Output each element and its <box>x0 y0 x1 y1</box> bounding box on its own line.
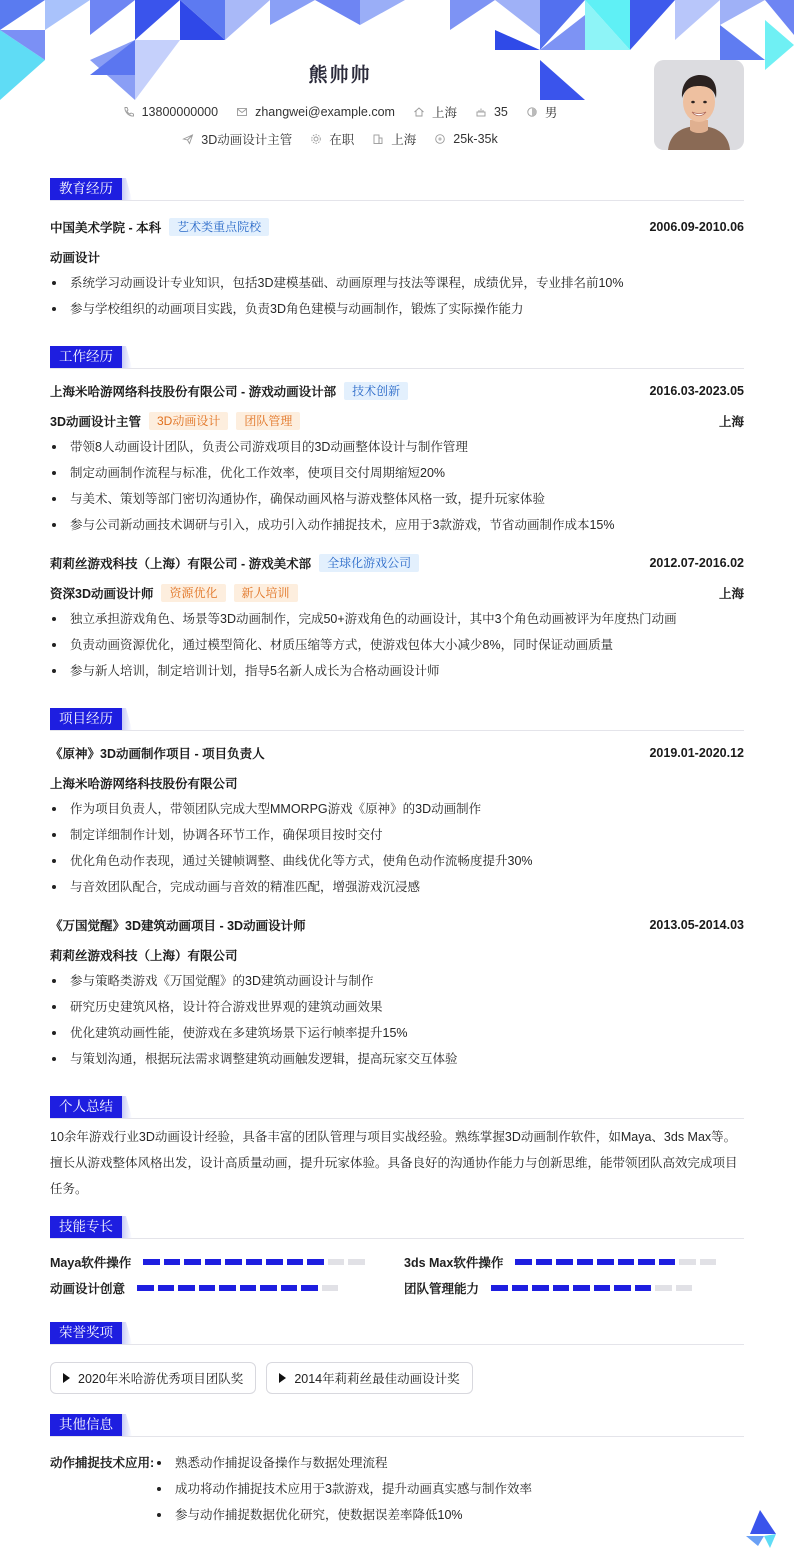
project-org: 莉莉丝游戏科技（上海）有限公司 <box>50 949 238 963</box>
other-section <box>50 1414 744 1528</box>
projects-section <box>50 708 744 1072</box>
project-entry <box>50 744 744 900</box>
skill-level-segment <box>205 1259 222 1265</box>
resume-body <box>50 178 744 1528</box>
list-item: 参与学校组织的动画项目实践，负责3D角色建模与动画制作，锻炼了实际操作能力 <box>50 296 744 322</box>
skill-level-segment <box>307 1259 324 1265</box>
position-text: 3D动画设计主管 <box>201 133 293 147</box>
skill-level-segment <box>137 1285 154 1291</box>
status-text: 在职 <box>329 133 355 147</box>
work-title: 工作经历 <box>50 346 122 368</box>
role-tag: 新人培训 <box>234 584 298 602</box>
list-item: 优化角色动作表现，通过关键帧调整、曲线优化等方式，使角色动作流畅度提升30% <box>50 848 744 874</box>
gear-icon <box>310 133 322 145</box>
skill-level-segment <box>638 1259 655 1265</box>
award-item <box>50 1362 256 1394</box>
skill-level-segment <box>556 1259 573 1265</box>
skill-level-segment <box>143 1259 160 1265</box>
project-name: 《原神》3D动画制作项目 - 项目负责人 <box>50 747 265 761</box>
awards-section <box>50 1322 744 1394</box>
skill-level-segment <box>328 1259 345 1265</box>
skill-level-segment <box>577 1259 594 1265</box>
skill-level-segment <box>659 1259 676 1265</box>
education-header <box>50 178 744 200</box>
project-date: 2013.05-2014.03 <box>649 918 744 932</box>
award-item <box>266 1362 472 1394</box>
job-entry <box>50 382 744 538</box>
award-text: 2020年米哈游优秀项目团队奖 <box>78 1372 244 1386</box>
skill-level-bar <box>491 1285 692 1291</box>
list-item: 制定动画制作流程与标准，优化工作效率，使项目交付周期缩短20% <box>50 460 744 486</box>
job-role: 资深3D动画设计师 <box>50 587 154 601</box>
skills-section <box>50 1216 744 1296</box>
company-name: 上海米哈游网络科技股份有限公司 - 游戏动画设计部 <box>50 385 337 399</box>
skill-level-segment <box>655 1285 672 1291</box>
phone-number[interactable]: 13800000000 <box>141 105 219 119</box>
list-item: 优化建筑动画性能，使游戏在多建筑场景下运行帧率提升15% <box>50 1020 744 1046</box>
skill-level-segment <box>594 1285 611 1291</box>
summary-section <box>50 1096 744 1202</box>
other-bullets <box>155 1450 532 1528</box>
skill-level-segment <box>536 1259 553 1265</box>
skill-level-segment <box>635 1285 652 1291</box>
list-item: 成功将动作捕捉技术应用于3款游戏，提升动画真实感与制作效率 <box>155 1476 532 1502</box>
skill-level-segment <box>491 1285 508 1291</box>
projects-title: 项目经历 <box>50 708 122 730</box>
mail-icon <box>236 106 248 118</box>
school-name: 中国美术学院 - 本科 <box>50 221 162 235</box>
coin-icon <box>434 133 446 145</box>
job-date: 2012.07-2016.02 <box>649 556 744 570</box>
list-item: 与策划沟通，根据玩法需求调整建筑动画触发逻辑，提高玩家交互体验 <box>50 1046 744 1072</box>
awards-title: 荣誉奖项 <box>50 1322 122 1344</box>
work-section <box>50 346 744 684</box>
skill-level-segment <box>301 1285 318 1291</box>
major-row <box>50 248 744 266</box>
skill-level-bar <box>143 1259 365 1265</box>
skills-header <box>50 1216 744 1238</box>
skill-level-bar <box>515 1259 716 1265</box>
awards-list <box>50 1362 744 1394</box>
list-item: 带领8人动画设计团队，负责公司游戏项目的3D动画整体设计与制作管理 <box>50 434 744 460</box>
other-title: 其他信息 <box>50 1414 122 1436</box>
award-text: 2014年莉莉丝最佳动画设计奖 <box>294 1372 460 1386</box>
job-role: 3D动画设计主管 <box>50 415 141 429</box>
list-item: 参与公司新动画技术调研与引入，成功引入动作捕捉技术，应用于3款游戏，节省动画制作成本15% <box>50 512 744 538</box>
skill-level-segment <box>266 1259 283 1265</box>
building-icon <box>372 133 384 145</box>
list-item: 与美术、策划等部门密切沟通协作，确保动画风格与游戏整体风格一致，提升玩家体验 <box>50 486 744 512</box>
gender-icon <box>526 106 538 118</box>
project-date: 2019.01-2020.12 <box>649 746 744 760</box>
skill-level-segment <box>676 1285 693 1291</box>
list-item: 熟悉动作捕捉设备操作与数据处理流程 <box>155 1450 532 1476</box>
skill-level-segment <box>700 1259 717 1265</box>
age-text: 35 <box>493 105 508 119</box>
company-name: 莉莉丝游戏科技（上海）有限公司 - 游戏美术部 <box>50 557 312 571</box>
skill-label: 团队管理能力 <box>404 1282 480 1296</box>
other-header <box>50 1414 744 1436</box>
skill-level-segment <box>164 1259 181 1265</box>
skill-level-segment <box>184 1259 201 1265</box>
project-bullets <box>50 968 744 1072</box>
list-item: 独立承担游戏角色、场景等3D动画制作，完成50+游戏角色的动画设计，其中3个角色动画被评为年度热门动画 <box>50 606 744 632</box>
email-address[interactable]: zhangwei@example.com <box>255 105 395 119</box>
skill-level-segment <box>532 1285 549 1291</box>
skill-level-bar <box>137 1285 338 1291</box>
school-tag: 艺术类重点院校 <box>169 218 269 236</box>
other-label: 动作捕捉技术应用: <box>50 1456 155 1470</box>
major-name: 动画设计 <box>50 251 101 265</box>
play-icon <box>63 1373 70 1383</box>
salary-info <box>434 130 497 148</box>
job-bullets <box>50 606 744 684</box>
salary-text: 25k-35k <box>453 132 498 146</box>
skill-item <box>404 1280 744 1296</box>
skill-level-segment <box>553 1285 570 1291</box>
gender-info <box>526 103 558 121</box>
phone-icon <box>123 106 135 118</box>
target-city-text: 上海 <box>391 133 417 147</box>
skill-level-segment <box>348 1259 365 1265</box>
project-org: 上海米哈游网络科技股份有限公司 <box>50 777 238 791</box>
job-city: 上海 <box>718 587 744 601</box>
list-item: 作为项目负责人，带领团队完成大型MMORPG游戏《原神》的3D动画制作 <box>50 796 744 822</box>
list-item: 研究历史建筑风格，设计符合游戏世界观的建筑动画效果 <box>50 994 744 1020</box>
contact-row <box>0 103 680 121</box>
location-text: 上海 <box>431 106 457 120</box>
list-item: 参与新人培训，制定培训计划，指导5名新人成长为合格动画设计师 <box>50 658 744 684</box>
list-item: 制定详细制作计划，协调各环节工作，确保项目按时交付 <box>50 822 744 848</box>
cake-icon <box>475 106 487 118</box>
other-info <box>50 1450 744 1528</box>
role-tag: 资源优化 <box>161 584 225 602</box>
skill-level-segment <box>597 1259 614 1265</box>
skill-item <box>404 1254 744 1270</box>
skill-level-segment <box>240 1285 257 1291</box>
list-item: 与音效团队配合，完成动画与音效的精准匹配，增强游戏沉浸感 <box>50 874 744 900</box>
email-info <box>236 103 395 121</box>
skill-level-segment <box>515 1259 532 1265</box>
skill-level-segment <box>260 1285 277 1291</box>
location-info <box>413 103 457 121</box>
education-bullets <box>50 270 744 322</box>
skill-level-segment <box>512 1285 529 1291</box>
job-entry <box>50 554 744 684</box>
education-date: 2006.09-2010.06 <box>649 220 744 234</box>
company-tag: 全球化游戏公司 <box>319 554 419 572</box>
age-info <box>475 103 508 121</box>
job-date: 2016.03-2023.05 <box>649 384 744 398</box>
skill-level-segment <box>679 1259 696 1265</box>
skill-level-segment <box>246 1259 263 1265</box>
skill-level-segment <box>281 1285 298 1291</box>
company-tag: 技术创新 <box>344 382 408 400</box>
projects-header <box>50 708 744 730</box>
skills-title: 技能专长 <box>50 1216 122 1238</box>
education-title: 教育经历 <box>50 178 122 200</box>
list-item: 参与策略类游戏《万国觉醒》的3D建筑动画设计与制作 <box>50 968 744 994</box>
skill-level-segment <box>225 1259 242 1265</box>
skill-item <box>50 1280 404 1296</box>
project-name: 《万国觉醒》3D建筑动画项目 - 3D动画设计师 <box>50 919 306 933</box>
skill-item <box>50 1254 404 1270</box>
project-entry <box>50 916 744 1072</box>
work-header <box>50 346 744 368</box>
skill-level-segment <box>178 1285 195 1291</box>
skills-grid <box>50 1254 744 1296</box>
skill-level-segment <box>219 1285 236 1291</box>
skill-level-segment <box>618 1259 635 1265</box>
job-intent-row <box>0 130 680 148</box>
play-icon <box>279 1373 286 1383</box>
summary-title: 个人总结 <box>50 1096 122 1118</box>
send-icon <box>182 133 194 145</box>
list-item: 负责动画资源优化，通过模型简化、材质压缩等方式，使游戏包体大小减少8%，同时保证动画质量 <box>50 632 744 658</box>
skill-level-segment <box>322 1285 339 1291</box>
skill-label: 3ds Max软件操作 <box>404 1256 504 1270</box>
home-icon <box>413 106 425 118</box>
position-info <box>182 130 292 148</box>
skill-label: Maya软件操作 <box>50 1256 132 1270</box>
phone-info <box>123 103 218 121</box>
candidate-name: 熊帅帅 <box>308 65 372 86</box>
status-info <box>310 130 354 148</box>
education-entry <box>50 218 744 236</box>
corner-decoration <box>744 1508 778 1548</box>
skill-level-segment <box>573 1285 590 1291</box>
project-bullets <box>50 796 744 900</box>
profile-photo <box>654 60 744 150</box>
job-city: 上海 <box>718 415 744 429</box>
list-item: 系统学习动画设计专业知识，包括3D建模基础、动画原理与技法等课程，成绩优异，专业排名前10% <box>50 270 744 296</box>
role-tag: 3D动画设计 <box>149 412 228 430</box>
skill-level-segment <box>158 1285 175 1291</box>
job-bullets <box>50 434 744 538</box>
education-section <box>50 178 744 322</box>
summary-header <box>50 1096 744 1118</box>
target-city-info <box>372 130 416 148</box>
gender-text: 男 <box>544 106 558 120</box>
role-tag: 团队管理 <box>236 412 300 430</box>
skill-level-segment <box>199 1285 216 1291</box>
awards-header <box>50 1322 744 1344</box>
skill-level-segment <box>287 1259 304 1265</box>
list-item: 参与动作捕捉数据优化研究，使数据误差率降低10% <box>155 1502 532 1528</box>
resume-header <box>0 0 794 170</box>
summary-text: 10余年游戏行业3D动画设计经验，具备丰富的团队管理与项目实战经验。熟练掌握3D动画制作软件，如Maya、3ds Max等。擅长从游戏整体风格出发，设计高质量动画，提升玩家体验。具备良好的沟通协作能力与创新思维，能带领团队高效完成项目任务。 <box>50 1130 738 1196</box>
skill-label: 动画设计创意 <box>50 1282 126 1296</box>
skill-level-segment <box>614 1285 631 1291</box>
